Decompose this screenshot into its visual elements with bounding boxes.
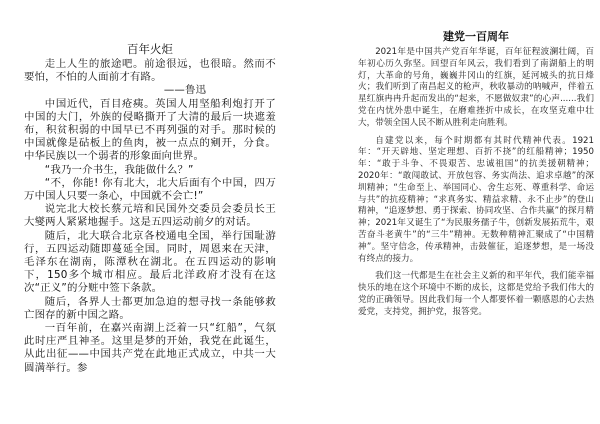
right-page bbox=[350, 0, 600, 424]
left-paragraph: 说完北大校长蔡元培和民国外交委员会委员长王大燮两人紧紧地握手。这是五四运动前夕的对话。 bbox=[24, 203, 276, 229]
right-page-title: 建党一百周年 bbox=[443, 30, 509, 43]
left-paragraph: 一百年前，在嘉兴南湖上泛着一只“红船”，气氛此时庄严且神圣。这里是梦的开始，我党在此诞生，从此出征——中国共产党在此地正式成立，中共一大圆满举行。参 bbox=[24, 322, 276, 374]
left-paragraph: 随后，各界人士都更加急迫的想寻找一条能够救亡图存的新中国之路。 bbox=[24, 295, 276, 321]
left-paragraph: 随后，北大联合北京各校通电全国，举行国耻游行，五四运动随即蔓延全国。同时，周恩来在天津，毛泽东在湖南，陈潭秋在湖北。在五四运动的影响下，150多个城市相应。最后北洋政府才没有在这次“正义”的分赃中签下条款。 bbox=[24, 229, 276, 295]
left-paragraph: “我乃一介书生，我能做什么？” bbox=[44, 163, 194, 176]
left-page bbox=[0, 0, 286, 424]
left-paragraph: 中国近代，百目疮痍。英国人用坚船利炮打开了中国的大门，外族的侵略撕开了大清的最后一块遮羞布，积贫积弱的中国早已不再列强的对手。那时候的中国就像是砧板上的鱼肉，被一点点的剜开，分食。中华民族以一个弱者的形象面向世界。 bbox=[24, 97, 276, 163]
left-paragraph: “不，你能! 你有北大，北大后面有个中国，四万万中国人只要一条心，中国就不会亡!” bbox=[24, 176, 276, 203]
page-gap bbox=[286, 0, 350, 424]
right-paragraph: 我们这一代都是生在社会主义新的和平年代，我们能幸福快乐的地在这个环境中不断的成长，这都是党给予我们伟大的党的正确领导。因此我们每一个人都要怀着一颗感恩的心去热爱党，支持党，拥护党，报答党。 bbox=[358, 271, 594, 317]
quote-author: ——鲁迅 bbox=[163, 84, 207, 97]
left-paragraph: 走上人生的旅途吧。前途很远，也很暗。然而不要怕，不怕的人面前才有路。 bbox=[24, 58, 276, 84]
left-page-title: 百年火炬 bbox=[127, 42, 173, 56]
right-paragraph: 自建党以来，每个时期都有其时代精神代表。1921年：“开天辟地、坚定理想、百折不挠”的红船精神；1950年：“敢于斗争、不畏艰苦、忠诚祖国”的抗美援朝精神；2020年：“敢闯敢试、开放包容、务实尚法、追求卓越”的深圳精神；“生命至上、举国同心、舍生忘死、尊重科学、命运与共”的抗疫精神；“求真务实、精益求精、永不止步”的登山精神，“追逐梦想、勇于探索、协同攻坚、合作共赢”的探月精神；2021年又诞生了“为民服务孺子牛，创新发展拓荒牛，艰苦奋斗老黄牛”的“三牛”精神。无数种精神汇聚成了“中国精神”。坚守信念，传承精神，击鼓催征，追逐梦想，是一场没有终点的接力。 bbox=[358, 135, 594, 264]
right-paragraph: 2021年是中国共产党百年华诞，百年征程波澜壮阔，百年初心历久弥坚。回望百年风云，我们看到了南湖船上的明灯，大革命的号角，巍巍井冈山的红旗，延河城头的抗日烽火；我们听到了南昌起义的枪声，秋收暴动的呐喊声，伴着五星红旗冉冉升起而发出的“起来，不愿做奴隶”的心声......我们党在内忧外患中诞生，在磨难挫折中成长，在攻坚克难中壮大，带领全国人民不断从胜利走向胜利。 bbox=[358, 47, 594, 128]
